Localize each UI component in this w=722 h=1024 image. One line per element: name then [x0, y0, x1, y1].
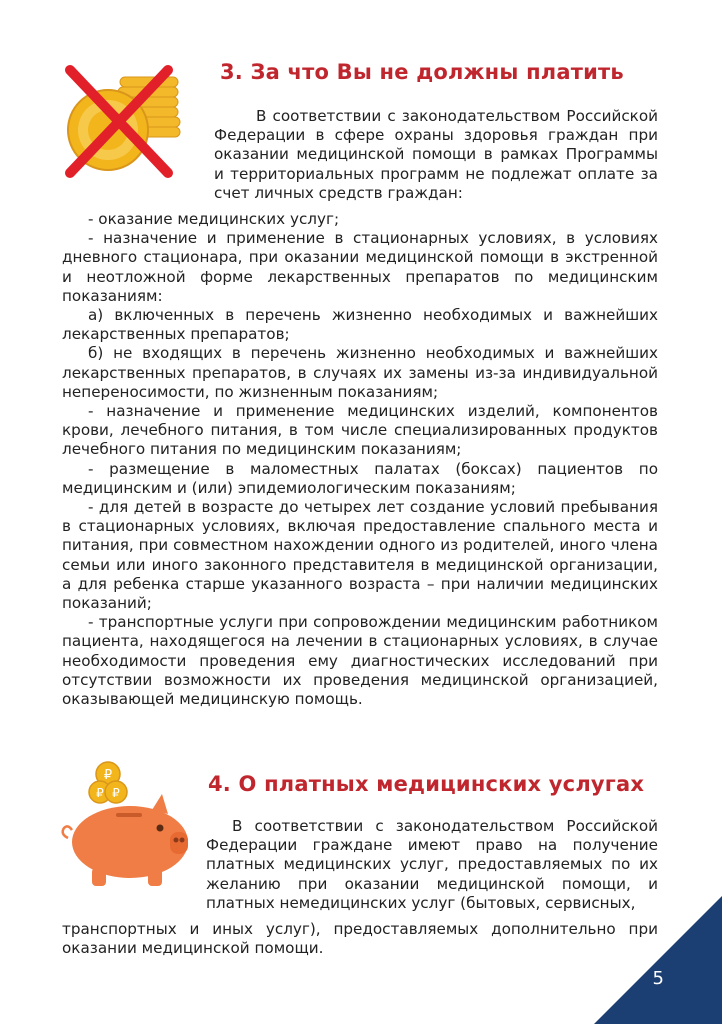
list-item: - транспортные услуги при сопровождении медицинским работником пациента, находящегося на лечении в стационарных условиях, в случае необходимости проведения ему диагностических исследований при отсутствии возможности их проведения медицинской организацией, оказывающей медицинскую помощь.: [62, 613, 658, 709]
svg-text:₽: ₽: [96, 786, 104, 800]
list-item: - оказание медицинских услуг;: [88, 210, 340, 228]
list-item: - назначение и применение медицинских изделий, компонентов крови, лечебного питания, в том числе специализированных продуктов лечебного питания по медицинским показаниям;: [62, 402, 658, 459]
section-4-title: 4. О платных медицинских услугах: [208, 772, 645, 796]
svg-text:₽: ₽: [103, 768, 113, 783]
svg-text:₽: ₽: [112, 786, 120, 800]
section-4-text-continued: транспортных и иных услуг), предоставляемых дополнительно при оказании медицинской помощи.: [62, 920, 658, 958]
list-item: - назначение и применение в стационарных условиях, в условиях дневного стационара, при оказании медицинской помощи в экстренной и неотложной форме лекарственных препаратов по медицинским показаниям:: [62, 229, 658, 305]
section-4-text: В соответствии с законодательством Российской Федерации граждане имеют право на получение платных медицинских услуг, предоставляемых по их желанию при оказании медицинской помощи, и платных немедицинских услуг (бытовых, сервисных,: [206, 817, 658, 912]
list-item: - для детей в возрасте до четырех лет создание условий пребывания в стационарных условиях, включая предоставление спального места и питания, при совместном нахождении одного из родителей, иного члена семьи или иного законного представителя в медицинской организации, а для ребенка старше указанного возраста – при наличии медицинских показаний;: [62, 498, 658, 613]
page-number: 5: [652, 968, 664, 989]
corner-triangle: [594, 896, 722, 1024]
piggy-bank-icon: [60, 758, 200, 898]
section-3-title: 3. За что Вы не должны платить: [220, 60, 624, 84]
list-item: а) включенных в перечень жизненно необходимых и важнейших лекарственных препаратов;: [62, 306, 658, 344]
section-3-list: [62, 210, 658, 709]
section-3-intro: В соответствии с законодательством Российской Федерации в сфере охраны здоровья граждан при оказании медицинской помощи в рамках Программы и территориальных программ не подлежат оплате за счет личных средств граждан:: [214, 107, 658, 202]
list-item: - размещение в маломестных палатах (боксах) пациентов по медицинским и (или) эпидемиологическим показаниям;: [62, 459, 658, 497]
coins-crossed-icon: [60, 55, 190, 185]
list-item: б) не входящих в перечень жизненно необходимых и важнейших лекарственных препаратов, в случаях их замены из-за индивидуальной непереносимости, по жизненным показаниям;: [62, 344, 658, 401]
